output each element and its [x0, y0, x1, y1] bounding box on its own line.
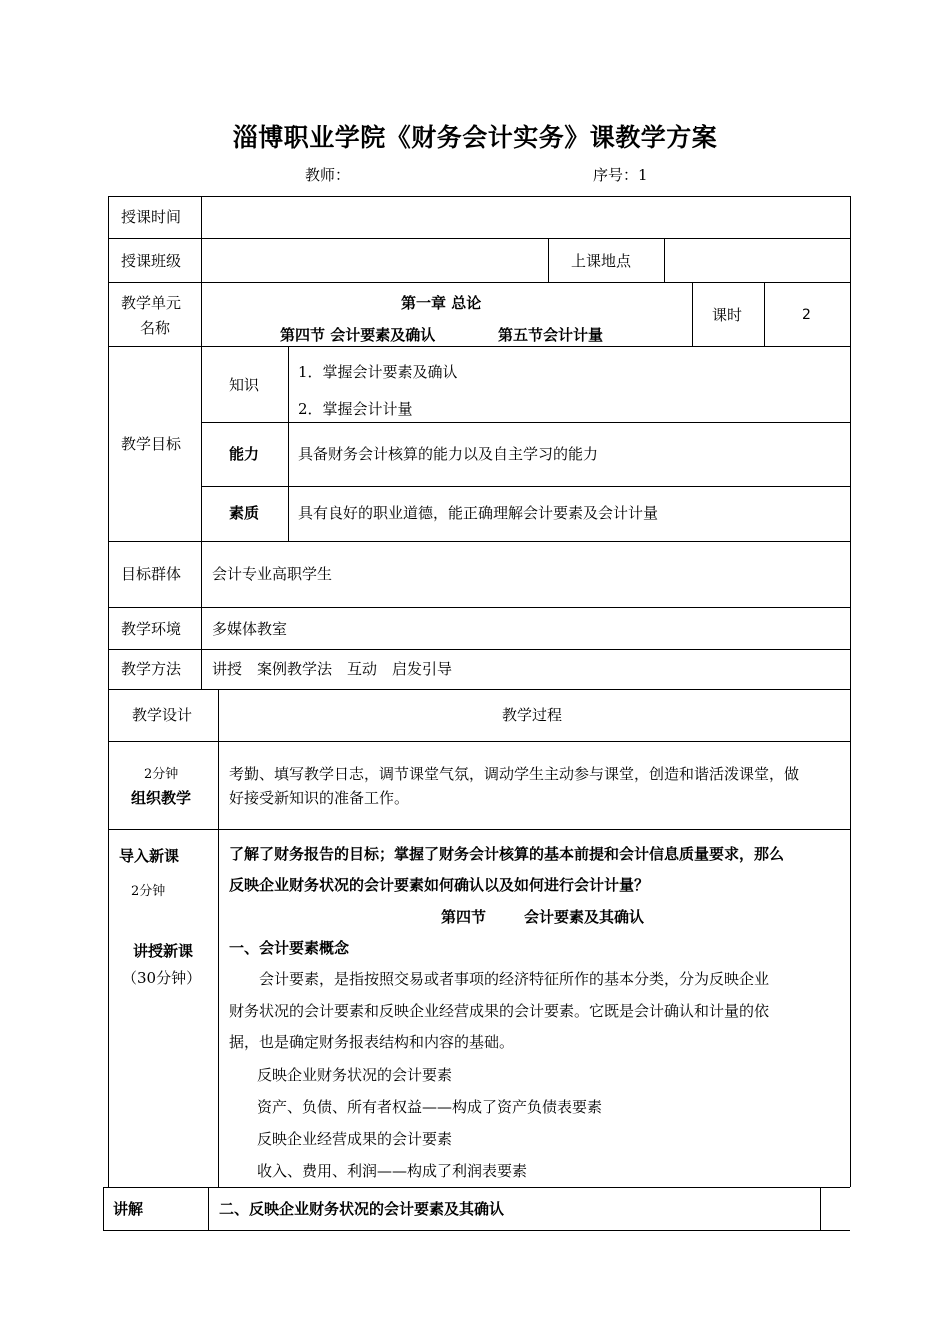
knowledge-item-1: 1．掌握会计要素及确认: [298, 363, 458, 381]
explain-text: 二、反映企业财务状况的会计要素及其确认: [219, 1200, 505, 1218]
ability-text: 具备财务会计核算的能力以及自主学习的能力: [298, 445, 599, 463]
intro-text-2: 反映企业财务状况的会计要素如何确认以及如何进行会计计量？: [229, 876, 650, 894]
knowledge-item-2: 2．掌握会计计量: [298, 400, 413, 418]
method-label: 教学方法: [121, 660, 182, 678]
unit-label-2: 名称: [140, 319, 171, 337]
hours-label: 课时: [712, 306, 743, 324]
quality-text: 具有良好的职业道德，能正确理解会计要素及会计计量: [298, 504, 659, 522]
intro-time: 2分钟: [131, 884, 166, 899]
sequence-label: 序号：1: [593, 166, 648, 184]
knowledge-label: 知识: [229, 376, 260, 394]
design-label: 教学设计: [132, 706, 193, 724]
method-text: 讲授 案例教学法 互动 启发引导: [212, 660, 453, 678]
time-label: 授课时间: [121, 208, 182, 226]
explain-label: 讲解: [113, 1200, 144, 1218]
list-item-3: 反映企业经营成果的会计要素: [257, 1130, 453, 1148]
organize-text-2: 好接受新知识的准备工作。: [229, 789, 410, 807]
concept-paragraph-line-1: 会计要素，是指按照交易或者事项的经济特征所作的基本分类，分为反映企业: [259, 970, 770, 988]
list-item-4: 收入、费用、利润——构成了利润表要素: [257, 1162, 528, 1180]
organize-label: 组织教学: [131, 789, 192, 807]
unit-chapter: 第一章 总论: [401, 294, 482, 312]
ability-label: 能力: [229, 445, 260, 463]
lecture-time: （30分钟）: [122, 969, 202, 987]
process-label: 教学过程: [502, 706, 563, 724]
concept-paragraph-line-3: 据，也是确定财务报表结构和内容的基础。: [229, 1033, 515, 1051]
goal-label: 教学目标: [121, 435, 182, 453]
hours-value: 2: [802, 307, 811, 323]
lecture-label: 讲授新课: [133, 942, 194, 960]
list-item-1: 反映企业财务状况的会计要素: [257, 1066, 453, 1084]
group-label: 目标群体: [121, 565, 182, 583]
concept-heading: 一、会计要素概念: [229, 939, 350, 957]
section-title-text: 会计要素及其确认: [524, 908, 645, 926]
intro-label: 导入新课: [119, 847, 180, 865]
concept-paragraph-line-2: 财务状况的会计要素和反映企业经营成果的会计要素。它既是会计确认和计量的依: [229, 1002, 770, 1020]
organize-text-1: 考勤、填写教学日志，调节课堂气氛，调动学生主动参与课堂，创造和谐活泼课堂，做: [229, 765, 800, 783]
unit-section-5: 第五节会计计量: [498, 326, 604, 344]
environment-label: 教学环境: [121, 620, 182, 638]
class-label: 授课班级: [121, 252, 182, 270]
intro-text-1: 了解了财务报告的目标；掌握了财务会计核算的基本前提和会计信息质量要求，那么: [229, 845, 785, 863]
location-label: 上课地点: [571, 252, 632, 270]
environment-text: 多媒体教室: [212, 620, 288, 638]
list-item-2: 资产、负债、所有者权益——构成了资产负债表要素: [257, 1098, 603, 1116]
teacher-label: 教师：: [305, 166, 351, 184]
group-text: 会计专业高职学生: [212, 565, 333, 583]
page-title: 淄博职业学院《财务会计实务》课教学方案: [232, 123, 718, 152]
unit-label-1: 教学单元: [121, 294, 182, 312]
organize-time: 2分钟: [144, 767, 179, 782]
unit-section-4: 第四节 会计要素及确认: [280, 326, 436, 344]
quality-label: 素质: [229, 504, 260, 522]
section-title-number: 第四节: [441, 908, 487, 926]
